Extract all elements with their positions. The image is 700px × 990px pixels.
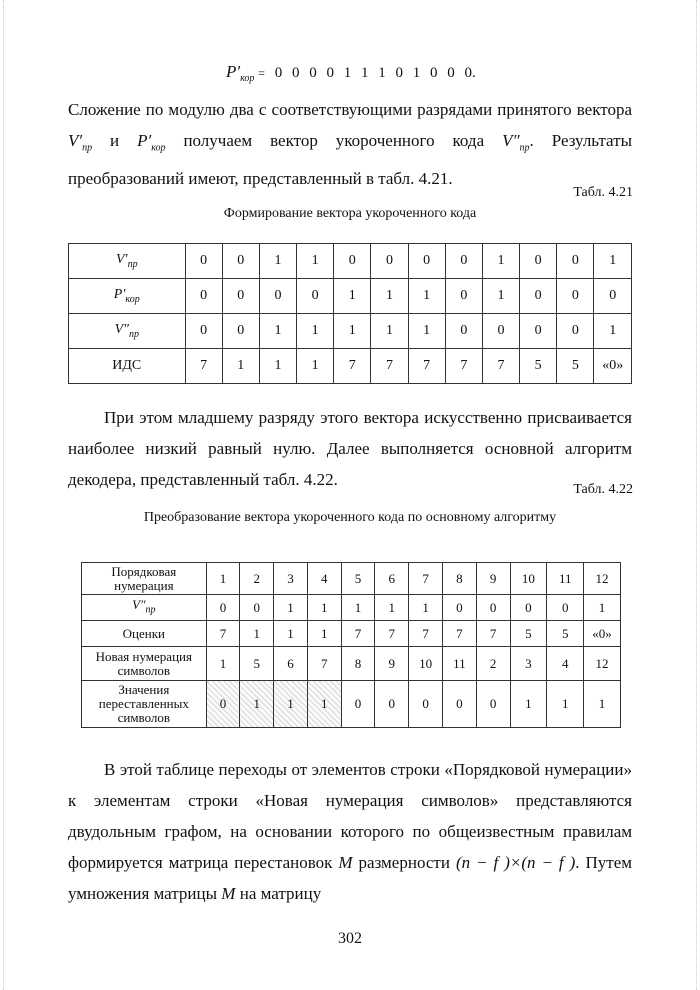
row-header: $V'_{пр}$ <box>69 244 186 279</box>
table-cell: 1 <box>594 314 632 349</box>
table-cell: 7 <box>307 647 341 681</box>
table-cell: 7 <box>408 349 445 384</box>
table-cell: 0 <box>259 279 296 314</box>
row-header: Порядковая нумерация <box>82 563 207 595</box>
table-cell: 7 <box>185 349 222 384</box>
table-cell: 0 <box>185 314 222 349</box>
row-header: $V''_{пр}$ <box>69 314 186 349</box>
row-header: Оценки <box>82 621 207 647</box>
table-cell: 3 <box>510 647 547 681</box>
table-4-21 <box>68 243 632 384</box>
table2-caption: Преобразование вектора укороченного кода по основному алгоритму <box>143 510 557 525</box>
table-cell: 8 <box>341 647 375 681</box>
table-cell: 0 <box>445 314 482 349</box>
table-cell: 0 <box>557 314 594 349</box>
table-cell: «0» <box>584 621 621 647</box>
table-cell: 5 <box>547 621 584 647</box>
table-cell: 1 <box>584 595 621 621</box>
table-row <box>69 314 632 349</box>
table-cell: 1 <box>371 279 408 314</box>
table-cell: 0 <box>445 279 482 314</box>
table-cell: 1 <box>297 349 334 384</box>
table-cell: «0» <box>594 349 632 384</box>
table-cell: 0 <box>520 244 557 279</box>
table-cell: 5 <box>341 563 375 595</box>
table-4-22 <box>81 562 621 728</box>
table-cell: 0 <box>445 244 482 279</box>
table-cell: 7 <box>341 621 375 647</box>
table-cell: 1 <box>482 279 519 314</box>
table-cell: 1 <box>371 314 408 349</box>
table-cell: 1 <box>259 244 296 279</box>
table-cell: 1 <box>482 244 519 279</box>
table-cell: 2 <box>240 563 274 595</box>
table-cell: 1 <box>206 647 240 681</box>
table-cell: 7 <box>445 349 482 384</box>
table-cell: 10 <box>510 563 547 595</box>
table-cell: 5 <box>240 647 274 681</box>
table-cell: 7 <box>476 621 510 647</box>
table-cell: 7 <box>409 621 443 647</box>
table-cell: 7 <box>375 621 409 647</box>
table-row <box>82 647 621 681</box>
table-cell: 0 <box>510 595 547 621</box>
table-cell: 0 <box>334 244 371 279</box>
table-cell: 6 <box>274 647 308 681</box>
right-margin-dots <box>696 0 697 990</box>
table-cell: 1 <box>334 314 371 349</box>
table-cell: 1 <box>274 595 308 621</box>
row-header: ИДС <box>69 349 186 384</box>
table-cell: 0 <box>594 279 632 314</box>
table-cell: 0 <box>297 279 334 314</box>
table-cell: 7 <box>334 349 371 384</box>
table-cell: 0 <box>185 279 222 314</box>
table-cell: 1 <box>274 621 308 647</box>
table-cell: 1 <box>408 279 445 314</box>
table-cell: 1 <box>307 621 341 647</box>
table1-caption: Формирование вектора укороченного кода <box>223 206 477 221</box>
table-cell: 1 <box>307 595 341 621</box>
table-cell: 0 <box>482 314 519 349</box>
table-row <box>69 244 632 279</box>
table-cell: 0 <box>520 314 557 349</box>
table-cell: 1 <box>547 681 584 728</box>
table-cell: 0 <box>442 681 476 728</box>
left-margin-dots <box>3 0 4 990</box>
table-cell: 7 <box>371 349 408 384</box>
table-cell: 9 <box>476 563 510 595</box>
table-row <box>82 595 621 621</box>
table-cell: 0 <box>442 595 476 621</box>
table-cell: 1 <box>206 563 240 595</box>
table2-label: Табл. 4.22 <box>573 482 633 497</box>
table-cell: 0 <box>240 595 274 621</box>
table-cell: 0 <box>409 681 443 728</box>
table-cell: 1 <box>222 349 259 384</box>
table-cell: 1 <box>594 244 632 279</box>
table-cell: 9 <box>375 647 409 681</box>
table-cell: 1 <box>297 314 334 349</box>
table-cell: 7 <box>409 563 443 595</box>
table-cell: 2 <box>476 647 510 681</box>
table-cell: 0 <box>371 244 408 279</box>
table-cell: 1 <box>259 314 296 349</box>
row-header: $P'_{кор}$ <box>69 279 186 314</box>
table-cell: 0 <box>547 595 584 621</box>
table-cell: 1 <box>240 621 274 647</box>
table-cell: 0 <box>206 595 240 621</box>
table-cell: 1 <box>341 595 375 621</box>
table-cell: 0 <box>222 244 259 279</box>
table-cell: 0 <box>557 244 594 279</box>
table-cell: 1 <box>334 279 371 314</box>
table-row <box>82 563 621 595</box>
table-cell: 1 <box>375 595 409 621</box>
table-cell: 1 <box>259 349 296 384</box>
table-row <box>82 681 621 728</box>
table-cell: 6 <box>375 563 409 595</box>
table-cell-shaded: 1 <box>240 681 274 728</box>
row-header: Значения переставленных символов <box>82 681 207 728</box>
table-cell: 4 <box>547 647 584 681</box>
row-header: $V''_{пр}$ <box>82 595 207 621</box>
table-cell: 0 <box>185 244 222 279</box>
table-cell-shaded: 1 <box>274 681 308 728</box>
table-row <box>69 349 632 384</box>
table-cell: 0 <box>222 314 259 349</box>
table-cell: 1 <box>510 681 547 728</box>
table-cell: 3 <box>274 563 308 595</box>
table-cell-shaded: 0 <box>206 681 240 728</box>
table-cell: 4 <box>307 563 341 595</box>
table-cell-shaded: 1 <box>307 681 341 728</box>
table-cell: 1 <box>409 595 443 621</box>
table-cell: 0 <box>476 681 510 728</box>
table-cell: 1 <box>297 244 334 279</box>
table-cell: 5 <box>510 621 547 647</box>
table-row <box>69 279 632 314</box>
table-cell: 12 <box>584 563 621 595</box>
table1-label: Табл. 4.21 <box>573 185 633 200</box>
paragraph-3: В этой таблице переходы от элементов строки «Порядковой нумерации» к элементам строки «Новая нумерация символов» представляются двудольным графом, на основании которого по общеизвестным правилам формируется матрица перестановок M размерности (n − f )×(n − f ). Путем умножения матрицы M на матрицу <box>68 760 633 903</box>
paragraph-2: При этом младшему разряду этого вектора искусственно присваивается наиболее низкий равный нулю. Далее выполняется основной алгоритм декодера, представленный табл. 4.22. <box>68 408 632 489</box>
table-cell: 0 <box>520 279 557 314</box>
table-cell: 5 <box>520 349 557 384</box>
table-cell: 8 <box>442 563 476 595</box>
table-cell: 10 <box>409 647 443 681</box>
table-cell: 1 <box>584 681 621 728</box>
table-cell: 7 <box>442 621 476 647</box>
row-header: Новая нумерация символов <box>82 647 207 681</box>
table-cell: 0 <box>375 681 409 728</box>
table-cell: 0 <box>341 681 375 728</box>
table-cell: 0 <box>476 595 510 621</box>
page-number: 302 <box>338 930 362 947</box>
table-cell: 7 <box>482 349 519 384</box>
table-cell: 11 <box>442 647 476 681</box>
table-row <box>82 621 621 647</box>
table-cell: 0 <box>408 244 445 279</box>
table-cell: 0 <box>222 279 259 314</box>
table-cell: 1 <box>408 314 445 349</box>
top-formula: $P'_{кор} = 0$ 0 0 0 1 1 1 0 1 0 0 0. <box>226 62 476 84</box>
table-cell: 0 <box>557 279 594 314</box>
paragraph-1: Сложение по модулю два с соответствующими разрядами принятого вектора $V'_{пр}$ и $P'_{кор}$ получаем вектор укороченного кода $V''_{пр}$. Результаты преобразований имеют, представленный в табл. 4.21. <box>68 100 632 189</box>
table-cell: 5 <box>557 349 594 384</box>
table-cell: 12 <box>584 647 621 681</box>
table-cell: 7 <box>206 621 240 647</box>
table-cell: 11 <box>547 563 584 595</box>
